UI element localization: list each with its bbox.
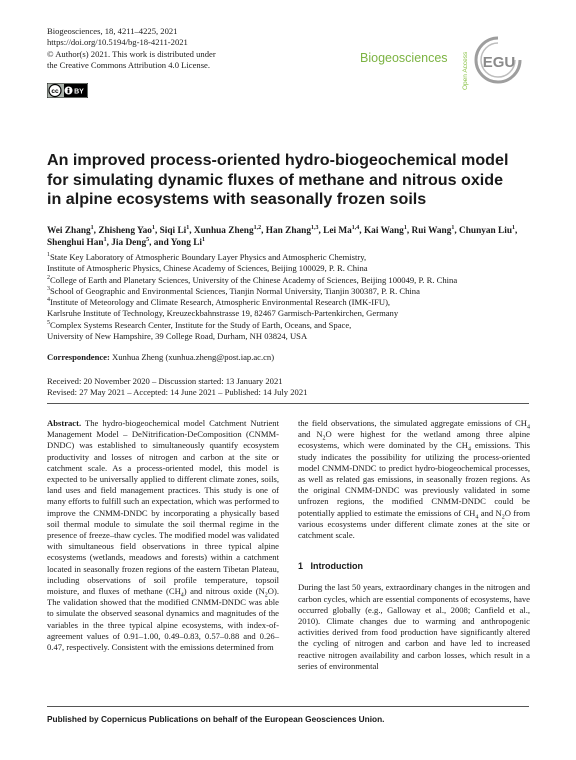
subscript: 2: [501, 514, 505, 521]
section-title: Introduction: [310, 561, 364, 572]
author-affiliation-mark: 1: [403, 224, 407, 231]
divider: [47, 403, 529, 404]
affiliation-number: 4: [47, 297, 50, 304]
author-affiliation-mark: 1,3: [310, 224, 319, 231]
dates-received: Received: 20 November 2020 – Discussion started: 13 January 2021: [47, 376, 283, 386]
subscript: 2: [322, 435, 326, 442]
affiliation: University of New Hampshire, 39 College Road, Durham, NH 03824, USA: [47, 331, 308, 342]
subscript: 2: [264, 592, 268, 599]
cc-badge-text: cc: [51, 88, 59, 95]
author-affiliation-mark: 1,4: [351, 224, 360, 231]
citation: Biogeosciences, 18, 4211–4225, 2021: [47, 26, 178, 36]
author-name: Shenghui Han: [47, 238, 104, 248]
author-name: Han Zhang: [265, 226, 311, 236]
open-access-text: Open Access: [462, 51, 469, 90]
affiliation-list: [47, 252, 527, 342]
dates-published: Revised: 27 May 2021 – Accepted: 14 June 2021 – Published: 14 July 2021: [47, 387, 308, 398]
abstract-text-3: O). The validation showed that the modified CNMM-DNDC was able to simulate the observed seasonal dynamics and magnitudes of the variables in the three typical alpine ecosystems, with index-of-agreement values of 0.91–1.00, 0.49–0.83, 0.57–0.88 and 0.26–0.47, respectively. Consistent with the emissions determined from: [47, 586, 279, 653]
abstract-column: [47, 418, 279, 653]
correspondence-label: Correspondence:: [47, 352, 110, 362]
author-affiliation-mark: 1,2: [253, 224, 262, 231]
copyright: © Author(s) 2021. This work is distributed under: [47, 48, 216, 59]
paper-title: An improved process-oriented hydro-biogeochemical model for simulating dynamic fluxes of methane and nitrous oxide in alpine ecosystems with seasonally frozen soils: [47, 151, 509, 208]
correspondence-contact[interactable]: Xunhua Zheng (xunhua.zheng@post.iap.ac.cn): [112, 352, 275, 362]
abstract-text-5: and N: [298, 429, 323, 440]
correspondence: [47, 352, 274, 362]
author-name: Wei Zhang: [47, 226, 91, 236]
license-text: the Creative Commons Attribution 4.0 License.: [47, 60, 211, 71]
author-affiliation-mark: 1: [202, 236, 206, 243]
abstract: [47, 418, 279, 653]
article-meta: [47, 26, 216, 72]
doi-link[interactable]: https://doi.org/10.5194/bg-18-4211-2021: [47, 37, 188, 48]
author-affiliation-mark: 1: [186, 224, 190, 231]
abstract-text-6: O were highest for the wetland among three alpine ecosystems, which were dominated by the CH: [298, 429, 530, 451]
author-name: Zhisheng Yao: [98, 226, 152, 236]
subscript: 4: [475, 514, 479, 521]
right-column: [298, 418, 530, 672]
section-heading-introduction: [298, 561, 530, 572]
author-name: Lei Ma: [323, 226, 352, 236]
author-affiliation-mark: 1: [103, 236, 107, 243]
author-affiliation-mark: 1: [90, 224, 94, 231]
affiliation: $^3$School of Geographic and Environmental Sciences, Tianjin Normal University, Tianjin 300387, P. R. China: [47, 285, 420, 296]
abstract-label: Abstract.: [47, 418, 82, 428]
abstract-text-2: ) and nitrous oxide (N: [183, 586, 265, 597]
introduction-text: During the last 50 years, extraordinary changes in the nitrogen and carbon cycles, which are essential components of ecosystems, have occurred globally (e.g., Galloway et al., 2008; Canfield et al., 2010). Climate changes due to warming and anthropogenic activities derived from food production have significantly altered the cycling of nitrogen and carbon and have led to increased reactive nitrogen availability and carbon losses, which result in a series of environmental: [298, 582, 530, 671]
affiliation: $^2$College of Earth and Planetary Sciences, University of the Chinese Academy of Sciences, Beijing 100049, P. R. China: [47, 274, 458, 285]
abstract-text-1: The hydro-biogeochemical model Catchment Nutrient Management Model – DeNitrification-DeComposition (CNMM-DNDC) was established to simultaneously quantify ecosystem productivity and losses of nitrogen and carbon at the site or catchment scale. As a process-oriented model, this model is expected to be universally applied to different climate zones, soils, land uses and field management practices. This study is one of many efforts to fulfill such an expectation, which was performed to improve the CNMM-DNDC by incorporating a physically based soil thermal module to simulate the soil thermal regime in the presence of freeze–thaw cycles. The modified model was validated with simultaneous field observations in three typical alpine ecosystems (wetlands, meadows and forests) within a catchment located in seasonally frozen regions of the eastern Tibetan Plateau, including observations of soil profile temperature, topsoil moisture, and fluxes of methane (CH: [47, 418, 279, 597]
affiliation: $^5$Complex Systems Research Center, Institute for the Study of Earth, Oceans, and Space,: [47, 319, 352, 330]
affiliation: Karlsruhe Institute of Technology, Kreuzeckbahnstrasse 19, 82467 Garmisch-Partenkirchen, Germany: [47, 308, 399, 319]
affiliation: Institute of Atmospheric Physics, Chinese Academy of Sciences, Beijing 100029, P. R. China: [47, 263, 368, 274]
author-name: Yong Li: [170, 238, 203, 248]
author-affiliation-mark: 1: [151, 224, 155, 231]
subscript: 4: [467, 447, 471, 454]
author-affiliation-mark: 1: [451, 224, 455, 231]
cc-by-license-icon[interactable]: [47, 83, 88, 98]
author-affiliation-mark: 1: [512, 224, 515, 231]
abstract-text-9: O from various ecosystems under different climate zones at the site or catchment scale.: [298, 507, 531, 541]
subscript: 4: [180, 592, 184, 599]
affiliation-number: 3: [47, 286, 50, 293]
affiliation: $^1$State Key Laboratory of Atmospheric Boundary Layer Physics and Atmospheric Chemistry,: [47, 252, 367, 262]
affiliation-number: 5: [47, 319, 50, 326]
cc-by-text: BY: [74, 88, 84, 96]
author-name: Kai Wang: [363, 226, 404, 236]
abstract-text-4: the field observations, the simulated aggregate emissions of CH: [298, 418, 527, 428]
subscript: 4: [527, 424, 530, 431]
abstract-continued: [298, 418, 530, 541]
section-number: 1: [298, 561, 304, 572]
egu-logo-icon: [473, 34, 523, 86]
footer-divider: [47, 706, 529, 707]
author-list: Wei Zhang$^1$, Zhisheng Yao$^1$, Siqi Li$^1$, Xunhua Zheng$^{1,2}$, Han Zhang$^{1,3}$, Lei Ma$^{1,4}$, Kai Wang$^1$, Rui Wang$^1$, Chunyan Liu$^1$, Shenghui Han$^1$, Jia Deng$^5$, and Yong Li$^1$: [47, 224, 518, 248]
affiliation-number: 2: [47, 274, 50, 281]
svg-text:EGU: EGU: [482, 54, 516, 71]
author-name: Xunhua Zheng: [193, 226, 254, 236]
author-name: Chunyan Liu: [459, 226, 512, 236]
publication-dates: [47, 376, 307, 399]
open-access-label: [460, 32, 470, 92]
affiliation: $^4$Institute of Meteorology and Climate Research, Atmospheric Environmental Research (IMK-IFU),: [47, 297, 391, 308]
author-name: Rui Wang: [411, 226, 452, 236]
author-name: Jia Deng: [111, 238, 147, 248]
journal-name: Biogeosciences: [360, 51, 448, 65]
abstract-text-7: emissions. This study indicates the possibility for utilizing the process-oriented model CNMM-DNDC to predict hydro-biogeochemical processes, as well as related gas emissions, in seasonally frozen regions. As the original CNMM-DNDC was previously validated in some unfrozen regions, the modified CNMM-DNDC could be potentially applied to estimate the emissions of CH: [298, 440, 530, 518]
author-name: Siqi Li: [159, 226, 187, 236]
abstract-text-8: and N: [478, 507, 502, 518]
author-affiliation-mark: 5: [146, 236, 150, 243]
affiliation-number: 1: [47, 252, 50, 259]
footer-publisher: Published by Copernicus Publications on behalf of the European Geosciences Union.: [47, 714, 385, 724]
